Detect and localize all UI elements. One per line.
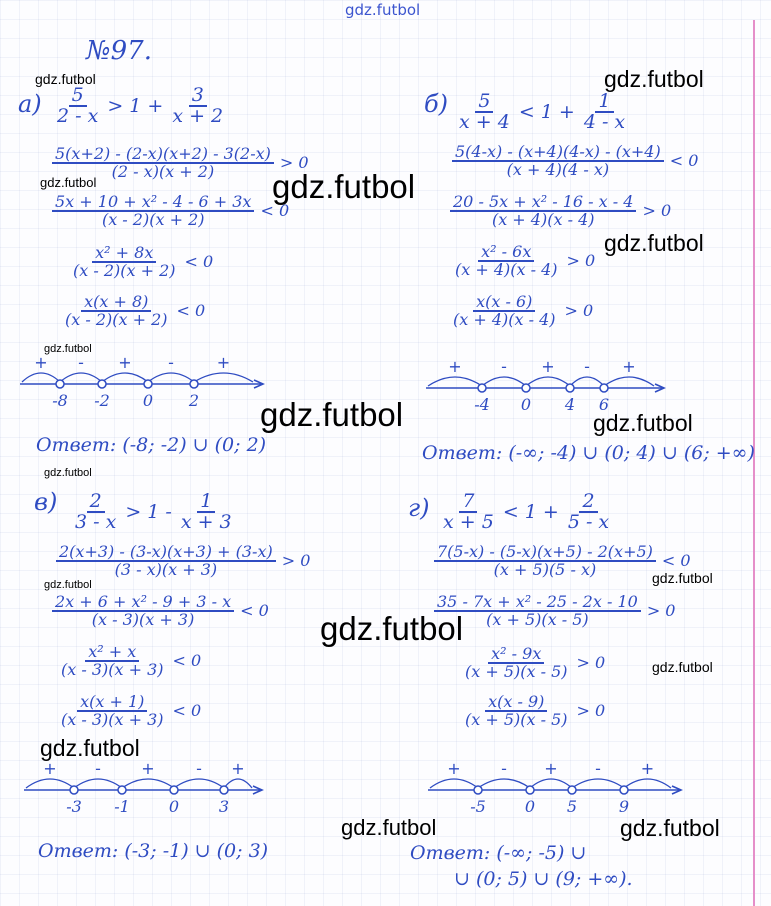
- sign-arc: [604, 377, 654, 386]
- critical-point: [620, 786, 628, 794]
- sign-arc: [430, 779, 478, 788]
- sign-arc: [624, 779, 671, 788]
- part-g-line1: $\frac{7}{x + 5}$ < 1 + $\frac{2}{5 - x}$: [440, 492, 612, 532]
- point-label: 0: [524, 797, 536, 816]
- point-label: -1: [114, 797, 130, 816]
- point-label: 0: [520, 395, 532, 414]
- point-label: 4: [564, 395, 576, 414]
- part-v-line3: $\frac{\text{2x + 6 + x² - 9 + 3 - x}}{(x - 3)(x + 3)}$ < 0: [52, 594, 275, 628]
- critical-point: [526, 786, 534, 794]
- number-line-b: [424, 356, 674, 416]
- point-label: 5: [566, 797, 578, 816]
- interval-sign: -: [95, 759, 101, 778]
- part-g-line4: $\frac{\text{x² - 9x}}{(x + 5)(x - 5)}$ > 0: [462, 646, 611, 680]
- critical-point: [70, 786, 78, 794]
- part-v-line5: $\frac{x(x + 1)}{(x - 3)(x + 3)}$ < 0: [58, 694, 207, 728]
- sign-arc: [60, 373, 102, 382]
- part-v-line1: $\frac{2}{3 - x}$ > 1 - $\frac{1}{x + 3}$: [72, 492, 235, 532]
- part-b-line5: $\frac{x(x - 6)}{(x + 4)(x - 4)}$ > 0: [450, 294, 599, 328]
- watermark-top: gdz.futbol: [345, 1, 421, 19]
- interval-sign: +: [231, 759, 245, 778]
- critical-point: [522, 384, 530, 392]
- part-g-line5: $\frac{x(x - 9)}{(x + 5)(x - 5)}$ > 0: [462, 694, 611, 728]
- fraction: $\frac{\text{2x + 6 + x² - 9 + 3 - x}}{(x - 3)(x + 3)}$: [52, 594, 234, 628]
- critical-point: [98, 380, 106, 388]
- part-g-label: г): [408, 494, 430, 522]
- part-a-line5: $\frac{x(x + 8)}{(x - 2)(x + 2)}$ < 0: [62, 294, 211, 328]
- part-b-line2: $\frac{5(4-x) - (x+4)(4-x) - (x+4)}{(x + 4)(4 - x)}$ < 0: [452, 144, 704, 178]
- fraction: $\frac{\text{x² + x}}{(x - 3)(x + 3)}$: [61, 642, 164, 679]
- fraction: $\frac{2}{5 - x}$: [567, 490, 610, 533]
- part-b-answer: Ответ: (-∞; -4) ∪ (0; 4) ∪ (6; +∞): [422, 442, 755, 464]
- watermark: gdz.futbol: [320, 610, 464, 647]
- interval-sign: +: [448, 357, 462, 376]
- part-b-label: б): [424, 90, 449, 118]
- watermark: gdz.futbol: [44, 467, 92, 479]
- sign-arc: [148, 373, 194, 382]
- sign-arc: [428, 377, 482, 386]
- fraction: $\frac{5(4-x) - (x+4)(4-x) - (x+4)}{(x + 4)(4 - x)}$: [452, 144, 664, 178]
- watermark: gdz.futbol: [44, 343, 92, 355]
- watermark: gdz.futbol: [40, 175, 97, 190]
- point-label: -2: [94, 391, 110, 410]
- part-a-answer: Ответ: (-8; -2) ∪ (0; 2): [36, 434, 267, 456]
- fraction: $\frac{x(x + 8)}{(x - 2)(x + 2)}$: [65, 292, 168, 329]
- part-v-line4: $\frac{\text{x² + x}}{(x - 3)(x + 3)}$ < 0: [58, 644, 207, 678]
- interval-sign: +: [141, 759, 155, 778]
- interval-sign: +: [622, 357, 636, 376]
- critical-point: [190, 380, 198, 388]
- watermark: gdz.futbol: [40, 735, 140, 761]
- point-label: -8: [52, 391, 68, 410]
- fraction: $\frac{x(x - 9)}{(x + 5)(x - 5)}$: [465, 692, 568, 729]
- fraction: $\frac{7}{x + 5}$: [443, 490, 494, 533]
- interval-sign: -: [584, 357, 590, 376]
- fraction: $\frac{2(x+3) - (3-x)(x+3) + (3-x)}{(3 - x)(x + 3)}$: [56, 544, 276, 578]
- part-g-line3: $\frac{\text{35 - 7x + x² - 25 - 2x - 10}}{(x + 5)(x - 5)}$ > 0: [434, 594, 681, 628]
- interval-sign: -: [595, 759, 601, 778]
- sign-arc: [74, 779, 122, 788]
- point-label: 0: [142, 391, 154, 410]
- part-g-answer-line2: ∪ (0; 5) ∪ (9; +∞).: [454, 868, 633, 890]
- fraction: $\frac{7(5-x) - (5-x)(x+5) - 2(x+5)}{(x + 5)(5 - x)}$: [434, 544, 656, 578]
- critical-point: [170, 786, 178, 794]
- fraction: $\frac{x(x + 1)}{(x - 3)(x + 3)}$: [61, 692, 164, 729]
- watermark: gdz.futbol: [652, 570, 713, 586]
- point-label: 3: [218, 797, 230, 816]
- interval-sign: +: [43, 759, 57, 778]
- interval-sign: -: [501, 357, 507, 376]
- watermark: gdz.futbol: [620, 815, 720, 841]
- point-label: 0: [168, 797, 180, 816]
- fraction: $\frac{\text{x² - 9x}}{(x + 5)(x - 5)}$: [465, 644, 568, 681]
- fraction: $\frac{x(x - 6)}{(x + 4)(x - 4)}$: [453, 292, 556, 329]
- part-a-line1: $\frac{5}{2 - x}$ > 1 + $\frac{3}{x + 2}$: [54, 86, 226, 126]
- fraction: $\frac{\text{x² + 8x}}{(x - 2)(x + 2)}$: [73, 243, 176, 280]
- part-g-line2: $\frac{7(5-x) - (5-x)(x+5) - 2(x+5)}{(x + 5)(5 - x)}$ < 0: [434, 544, 697, 578]
- part-v-label: в): [34, 488, 58, 516]
- part-v-answer: Ответ: (-3; -1) ∪ (0; 3): [38, 840, 269, 862]
- watermark: gdz.futbol: [44, 579, 92, 591]
- sign-arc: [478, 779, 530, 788]
- interval-sign: -: [196, 759, 202, 778]
- fraction: $\frac{\text{x² - 6x}}{(x + 4)(x - 4)}$: [455, 242, 558, 279]
- critical-point: [474, 786, 482, 794]
- task-number: №97.: [86, 36, 152, 66]
- fraction: $\frac{2}{3 - x}$: [75, 490, 117, 533]
- part-a-line4: $\frac{\text{x² + 8x}}{(x - 2)(x + 2)}$ < 0: [70, 245, 219, 279]
- interval-sign: -: [168, 353, 174, 372]
- interval-sign: +: [640, 759, 655, 778]
- sign-arc: [570, 377, 604, 386]
- fraction: $\frac{1}{x + 3}$: [180, 490, 232, 533]
- part-a-line2: $\frac{5(x+2) - (2-x)(x+2) - 3(2-x)}{(2 - x)(x + 2)}$ > 0: [52, 146, 315, 180]
- number-line-g: [426, 758, 686, 818]
- interval-sign: +: [544, 759, 558, 778]
- fraction: $\frac{\text{20 - 5x + x² - 16 - x - 4}}{(x + 4)(x - 4)}$: [450, 194, 636, 228]
- number-line-a: [18, 352, 278, 412]
- fraction: $\frac{3}{x + 2}$: [172, 84, 224, 127]
- sign-arc: [22, 373, 60, 382]
- point-label: -3: [66, 797, 82, 816]
- sign-arc: [102, 373, 148, 382]
- critical-point: [56, 380, 64, 388]
- watermark: gdz.futbol: [35, 71, 96, 87]
- watermark: gdz.futbol: [260, 396, 404, 433]
- interval-sign: +: [541, 357, 555, 376]
- fraction: $\frac{5}{2 - x}$: [57, 84, 99, 127]
- number-line-v: [22, 758, 272, 818]
- fraction: $\frac{\text{35 - 7x + x² - 25 - 2x - 10}}{(x + 5)(x - 5)}$: [434, 594, 641, 628]
- critical-point: [600, 384, 608, 392]
- interval-sign: +: [34, 353, 48, 372]
- interval-sign: -: [78, 353, 84, 372]
- point-label: -4: [474, 395, 490, 414]
- watermark: gdz.futbol: [604, 230, 704, 256]
- part-v-line2: $\frac{2(x+3) - (3-x)(x+3) + (3-x)}{(3 - x)(x + 3)}$ > 0: [56, 544, 316, 578]
- sign-arc: [572, 779, 624, 788]
- sign-arc: [224, 779, 252, 788]
- fraction: $\frac{5(x+2) - (2-x)(x+2) - 3(2-x)}{(2 - x)(x + 2)}$: [52, 146, 274, 180]
- interval-sign: +: [118, 353, 132, 372]
- watermark: gdz.futbol: [272, 168, 416, 205]
- part-b-line1: $\frac{5}{x + 4}$ < 1 + $\frac{1}{4 - x}$: [456, 92, 628, 132]
- watermark: gdz.futbol: [652, 659, 713, 675]
- critical-point: [144, 380, 152, 388]
- sign-arc: [122, 779, 174, 788]
- sign-arc: [530, 779, 572, 788]
- part-a-label: а): [18, 90, 42, 118]
- interval-sign: +: [447, 759, 461, 778]
- point-label: 9: [618, 797, 630, 816]
- sign-arc: [174, 779, 224, 788]
- part-b-line3: $\frac{\text{20 - 5x + x² - 16 - x - 4}}{(x + 4)(x - 4)}$ > 0: [450, 194, 677, 228]
- interval-sign: -: [501, 759, 507, 778]
- point-label: 2: [188, 391, 200, 410]
- point-label: 6: [598, 395, 610, 414]
- fraction: $\frac{1}{4 - x}$: [583, 90, 626, 133]
- part-g-answer-line1: Ответ: (-∞; -5) ∪: [410, 842, 587, 864]
- part-b-line4: $\frac{\text{x² - 6x}}{(x + 4)(x - 4)}$ > 0: [452, 244, 601, 278]
- watermark: gdz.futbol: [593, 410, 693, 436]
- fraction: $\frac{\text{5x + 10 + x² - 4 - 6 + 3x}}{(x - 2)(x + 2)}$: [52, 194, 254, 228]
- critical-point: [118, 786, 126, 794]
- watermark: gdz.futbol: [604, 66, 704, 92]
- sign-arc: [482, 377, 526, 386]
- sign-arc: [194, 373, 253, 382]
- fraction: $\frac{5}{x + 4}$: [459, 90, 510, 133]
- sign-arc: [526, 377, 570, 386]
- critical-point: [568, 786, 576, 794]
- point-label: -5: [470, 797, 486, 816]
- part-a-line3: $\frac{\text{5x + 10 + x² - 4 - 6 + 3x}}{(x - 2)(x + 2)}$ < 0: [52, 194, 295, 228]
- interval-sign: +: [216, 353, 231, 372]
- watermark: gdz.futbol: [341, 815, 437, 840]
- critical-point: [478, 384, 486, 392]
- critical-point: [566, 384, 574, 392]
- sign-arc: [26, 779, 74, 788]
- critical-point: [220, 786, 228, 794]
